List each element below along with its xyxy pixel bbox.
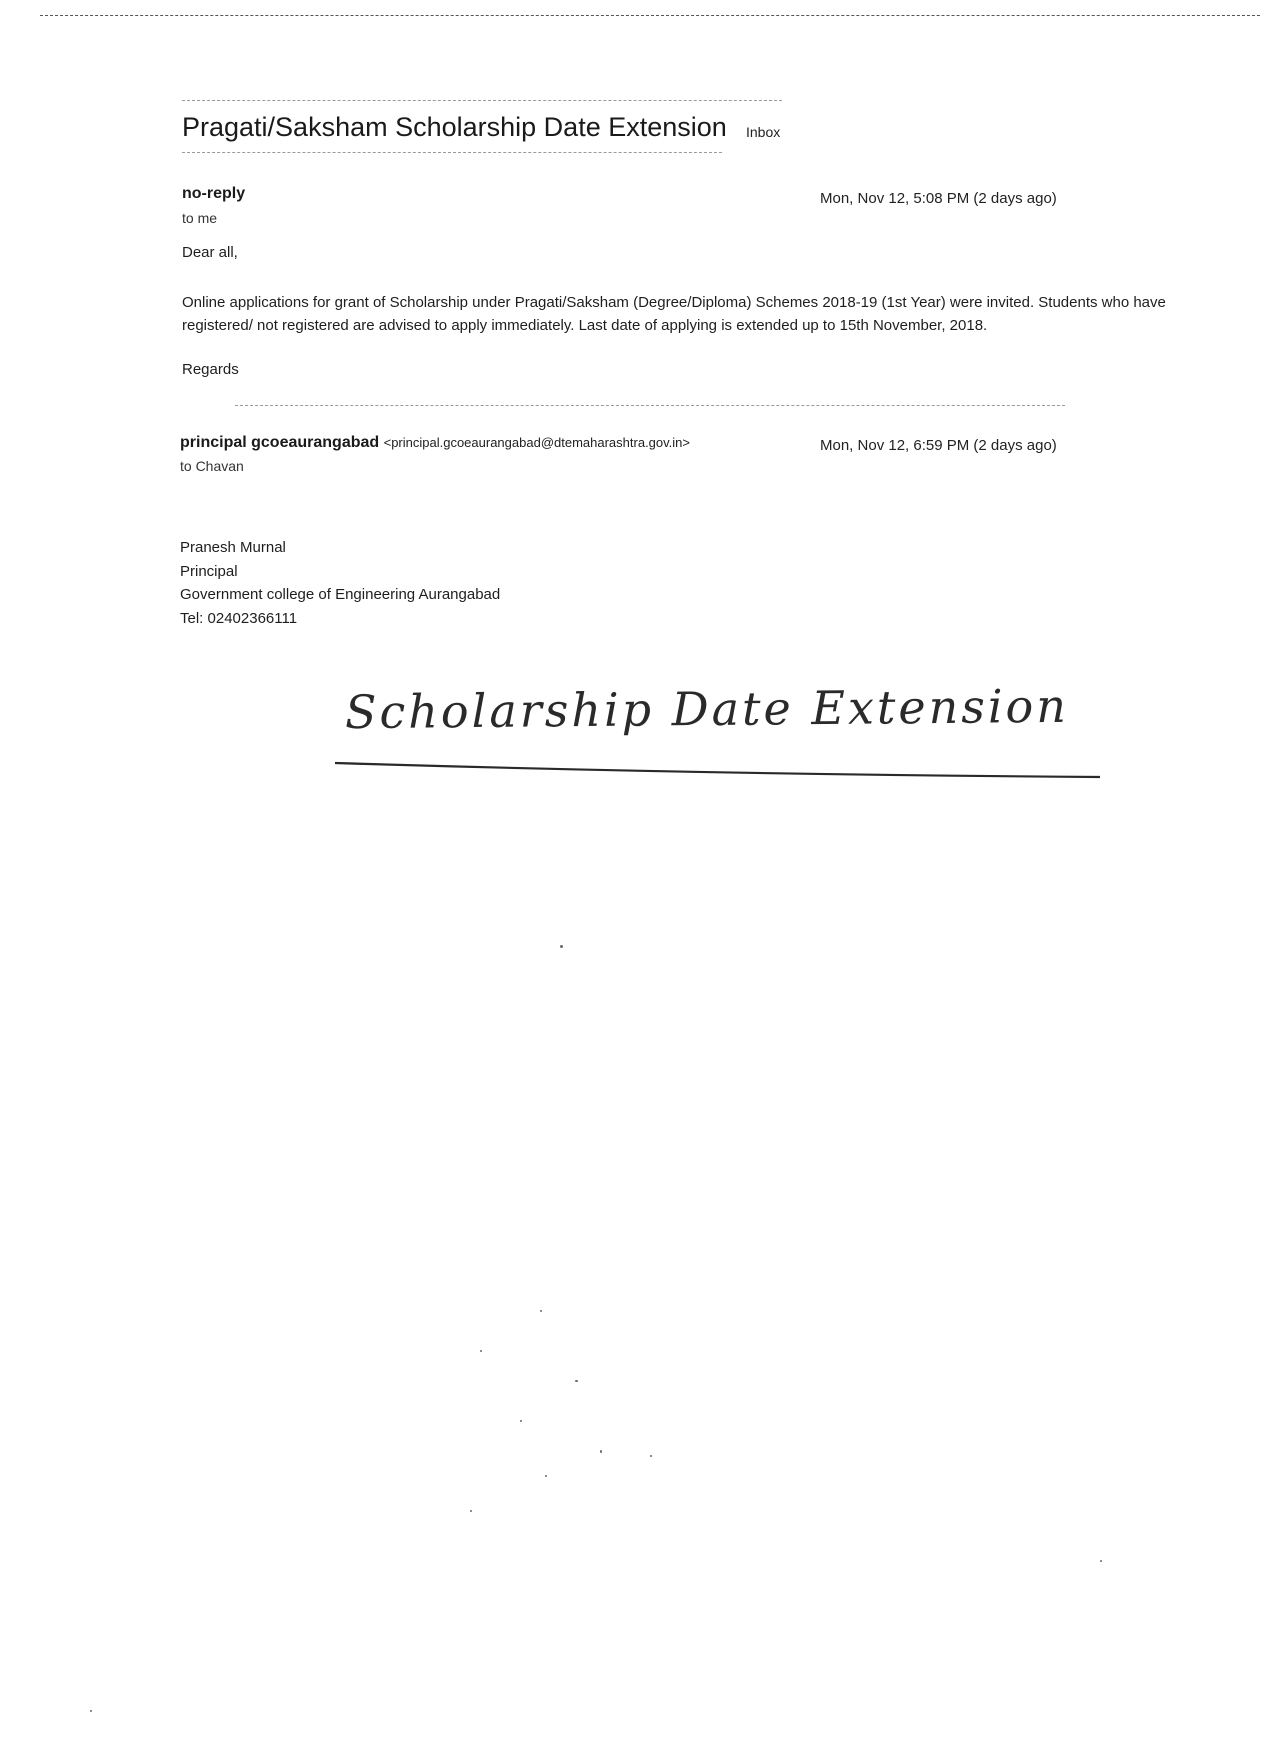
message-1-greeting: Dear all,: [182, 244, 238, 261]
signature-organization: Government college of Engineering Aurangabad: [180, 586, 501, 603]
message-2-recipient[interactable]: to Chavan: [180, 458, 244, 474]
message-1-date: Mon, Nov 12, 5:08 PM (2 days ago): [820, 190, 1057, 207]
scan-speck: [650, 1455, 652, 1457]
scan-speck: [575, 1380, 578, 1382]
message-1-recipient[interactable]: to me: [182, 210, 218, 226]
header-divider-bottom: [182, 152, 722, 153]
message-2-signature: [180, 536, 500, 630]
scan-speck: [545, 1475, 547, 1477]
message-divider: [235, 405, 1065, 406]
header-divider-top: [182, 100, 782, 101]
scan-speck: [470, 1510, 472, 1512]
message-1-closing: Regards: [182, 361, 239, 378]
inbox-label-chip[interactable]: Inbox: [746, 124, 781, 140]
message-1-body: Online applications for grant of Scholarship under Pragati/Saksham (Degree/Diploma) Schemes 2018-19 (1st Year) were invited. Students who have registered/ not registered are advised to apply immediately. Last date of applying is extended up to 15th November, 2018.: [182, 294, 1166, 334]
scan-speck: [480, 1350, 482, 1352]
scan-speck: [560, 945, 563, 948]
scan-edge-line: [40, 15, 1260, 16]
email-subject-title: Pragati/Saksham Scholarship Date Extension: [182, 112, 727, 142]
handwritten-underline: [330, 755, 1110, 785]
scan-speck: [600, 1450, 602, 1453]
message-1-sender[interactable]: no-reply: [182, 185, 246, 202]
message-2-sender[interactable]: [180, 434, 690, 452]
scan-speck: [520, 1420, 522, 1422]
signature-name: Pranesh Murnal: [180, 539, 286, 556]
scan-speck: [540, 1310, 542, 1312]
signature-title: Principal: [180, 562, 238, 580]
message-2-date: Mon, Nov 12, 6:59 PM (2 days ago): [820, 437, 1057, 454]
message-2-sender-email: <principal.gcoeaurangabad@dtemaharashtra.gov.in>: [383, 435, 690, 450]
scan-speck: [90, 1710, 92, 1712]
message-2-sender-name[interactable]: principal gcoeaurangabad: [180, 434, 380, 451]
handwritten-annotation: Scholarship Date Extension: [344, 678, 1070, 740]
signature-telephone: Tel: 02402366111: [180, 609, 298, 627]
scan-speck: [1100, 1560, 1102, 1562]
